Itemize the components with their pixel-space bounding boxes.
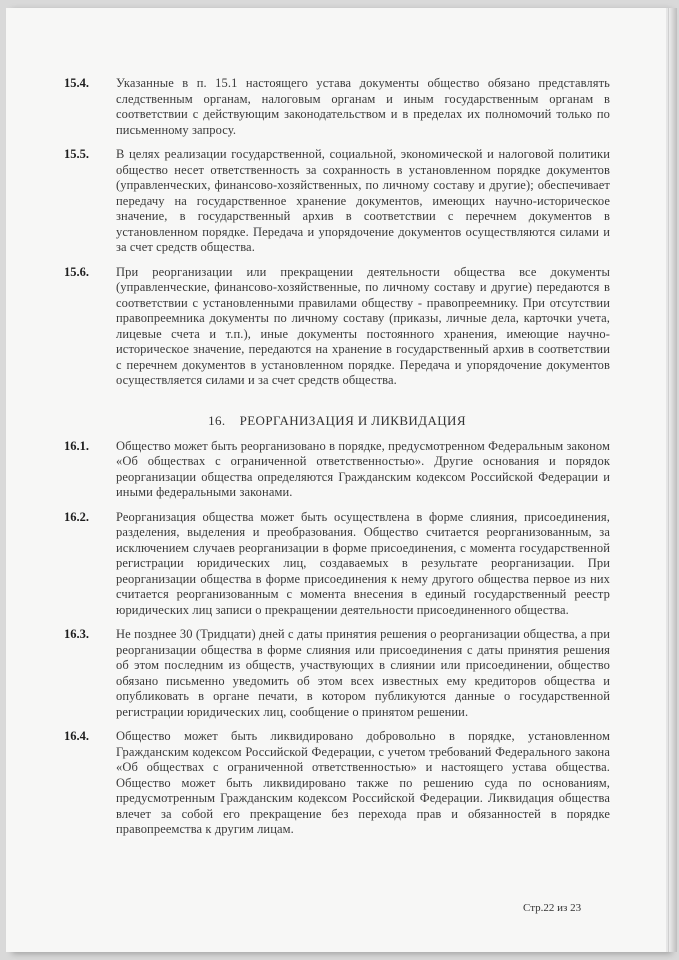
clause-text: Реорганизация общества может быть осуществлена в форме слияния, присоединения, разделения, выделения и преобразования. Общество считается реорганизованным, за исключением случаев реорганизации в форме присоединения, с момента государственной регистрации юридических лиц, создаваемых в результате реорганизации. При реорганизации общества в форме присоединения к нему другого общества первое из них считается реорганизованным с момента внесения в единый государственный реестр юридических лиц записи о прекращении деятельности присоединенного общества.: [116, 509, 610, 617]
clause-number: 15.4.: [64, 76, 89, 90]
clause-number: 16.3.: [64, 627, 89, 641]
section-number: 16.: [208, 412, 226, 428]
clause-text: В целях реализации государственной, социальной, экономической и налоговой политики общество несет ответственность за сохранность в установленном порядке документов (управленческих, финансово-хозяйственных, по личному составу и другие); обеспечивает передачу на государственное хранение документов, имеющих научно-историческое значение, в государственный архив в соответствии с перечнем документов в установленном порядке. Передача и упорядочение документов осуществляются силами и за счет средств общества.: [116, 147, 610, 254]
clause-15-4: [64, 76, 610, 138]
page-number: Стр.22 из 23: [523, 902, 582, 914]
clause-16-1: [64, 439, 610, 501]
clause-16-2: [64, 510, 610, 619]
clause-number: 15.5.: [64, 147, 89, 161]
section-heading: [64, 413, 610, 429]
clause-text: Указанные в п. 15.1 настоящего устава документы общество обязано представлять следственным органам, налоговым органам и иным государственным органам в соответствии с действующим законодательством и в пределах их полномочий только по письменному запросу.: [116, 76, 610, 137]
clause-text: Не позднее 30 (Тридцати) дней с даты принятия решения о реорганизации общества, а при реорганизации общества в форме слияния или присоединения с даты принятия решения об этом последним из обществ, участвующих в слиянии или присоединении, общество обязано письменно уведомить об этом всех известных ему кредиторов общества и опубликовать в органе печати, в котором публикуются данные о государственной регистрации юридических лиц, сообщение о принятом решении.: [116, 627, 610, 719]
clause-text: Общество может быть ликвидировано добровольно в порядке, установленном Гражданским кодексом Российской Федерации, с учетом требований Федерального закона «Об обществах с ограниченной ответственностью» и настоящего устава общества. Общество может быть ликвидировано также по решению суда по основаниям, предусмотренным Гражданским кодексом Российской Федерации. Ликвидация общества влечет за собой его прекращение без перехода прав и обязанностей в порядке правопреемства к другим лицам.: [116, 729, 610, 836]
clause-15-6: [64, 265, 610, 389]
clause-number: 16.1.: [64, 438, 89, 453]
clause-15-5: [64, 147, 610, 256]
clause-number: 15.6.: [64, 264, 89, 279]
clause-16-4: [64, 729, 610, 838]
section-title: РЕОРГАНИЗАЦИЯ И ЛИКВИДАЦИЯ: [239, 412, 466, 428]
clause-number: 16.2.: [64, 509, 89, 524]
clause-text: Общество может быть реорганизовано в порядке, предусмотренном Федеральным законом «Об обществах с ограниченной ответственностью». Другие основания и порядок реорганизации общества определяются Гражданским кодексом Российской Федерации и иными федеральными законами.: [116, 438, 610, 499]
clause-text: При реорганизации или прекращении деятельности общества все документы (управленческие, финансово-хозяйственные, по личному составу и другие) передаются в соответствии с установленными правилами обществу - правопреемнику. При отсутствии правопреемника документы по личному составу (приказы, личные дела, карточки учета, лицевые счета и т.п.), иные документы постоянного хранения, имеющие научно-историческое значение, передаются на хранение в государственный архив в соответствии с перечнем документов в установленном порядке. Передача и упорядочение документов осуществляется силами и за счет средств общества.: [116, 264, 610, 387]
page-content: [64, 76, 610, 847]
page-stack-edge: [669, 8, 677, 952]
clause-16-3: [64, 627, 610, 720]
document-page: [6, 8, 666, 952]
clause-number: 16.4.: [64, 729, 89, 743]
